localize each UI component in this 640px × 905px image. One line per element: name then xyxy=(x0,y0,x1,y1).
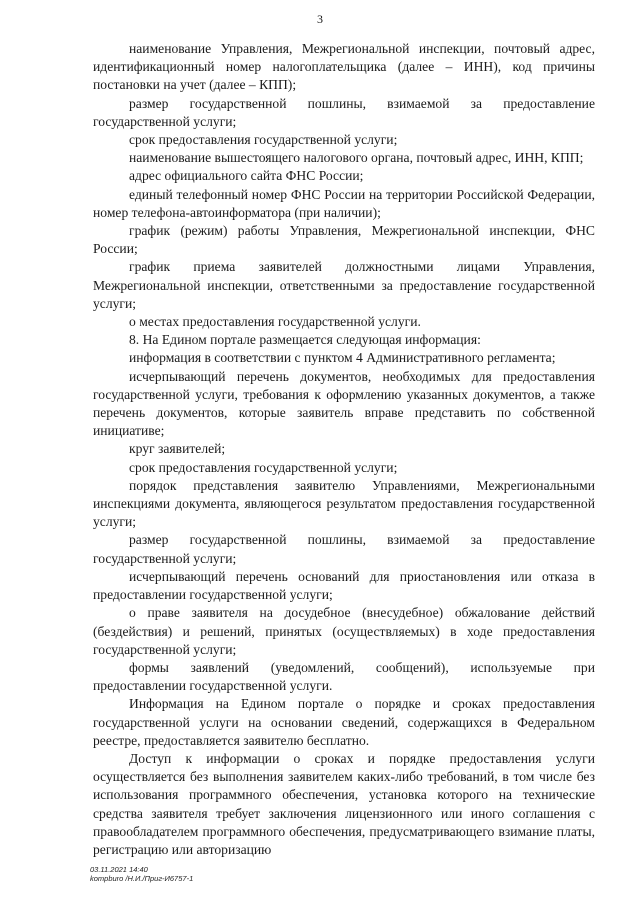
document-body xyxy=(93,40,595,859)
footer-timestamp: 03.11.2021 14:40 xyxy=(90,865,148,874)
paragraph: срок предоставления государственной услуги; xyxy=(129,132,398,148)
paragraph: исчерпывающий перечень документов, необходимых для предоставления государственной услуги, требования к оформлению указанных документов, а также перечень документов, которые заявитель вправе представить по собственной инициативе; xyxy=(93,368,595,439)
page-number: 3 xyxy=(317,12,323,26)
paragraph: график приема заявителей должностными лицами Управления, Межрегиональной инспекции, ответственными за предоставление государственной услуги; xyxy=(93,259,595,311)
paragraph: график (режим) работы Управления, Межрегиональной инспекции, ФНС России; xyxy=(93,223,595,257)
paragraph: адрес официального сайта ФНС России; xyxy=(129,168,364,184)
paragraph: исчерпывающий перечень оснований для приостановления или отказа в предоставлении государственной услуги; xyxy=(93,568,595,603)
paragraph: круг заявителей; xyxy=(129,441,226,457)
paragraph: порядок представления заявителю Управлениями, Межрегиональными инспекциями документа, являющегося результатом предоставления государственной услуги; xyxy=(93,477,595,530)
paragraph: размер государственной пошлины, взимаемой за предоставление государственной услуги; xyxy=(93,532,595,566)
paragraph: наименование вышестоящего налогового органа, почтовый адрес, ИНН, КПП; xyxy=(129,150,584,166)
paragraph: 8. На Едином портале размещается следующая информация: xyxy=(129,332,481,348)
paragraph: единый телефонный номер ФНС России на территории Российской Федерации, номер телефона-автоинформатора (при наличии); xyxy=(93,186,595,220)
paragraph: наименование Управления, Межрегиональной инспекции, почтовый адрес, идентификационный номер налогоплательщика (далее – ИНН), код причины постановки на учет (далее – КПП); xyxy=(93,41,595,93)
paragraph: информация в соответствии с пунктом 4 Административного регламента; xyxy=(129,350,556,366)
paragraph: Доступ к информации о сроках и порядке предоставления услуги осуществляется без выполнения заявителем каких-либо требований, в том числе без использования программного обеспечения, установка которого на технические средства заявителя требует заключения лицензионного или иного соглашения с правообладателем программного обеспечения, предусматривающего взимание платы, регистрацию или авторизацию xyxy=(93,750,595,857)
paragraph: срок предоставления государственной услуги; xyxy=(129,459,398,475)
paragraph: о праве заявителя на досудебное (внесудебное) обжалование действий (бездействия) и решений, принятых (осуществляемых) в ходе предоставления государственной услуги; xyxy=(93,605,595,657)
document-footer xyxy=(90,865,193,883)
paragraph: формы заявлений (уведомлений, сообщений), используемые при предоставлении государственной услуги. xyxy=(93,659,595,694)
paragraph: Информация на Едином портале о порядке и сроках предоставления государственной услуги на основании сведений, содержащихся в Федеральном реестре, предоставляется заявителю бесплатно. xyxy=(93,696,595,748)
paragraph: о местах предоставления государственной услуги. xyxy=(129,314,421,330)
paragraph: размер государственной пошлины, взимаемой за предоставление государственной услуги; xyxy=(93,95,595,129)
footer-reference: kompburo /Н.И./Приг-И6757-1 xyxy=(90,874,194,883)
